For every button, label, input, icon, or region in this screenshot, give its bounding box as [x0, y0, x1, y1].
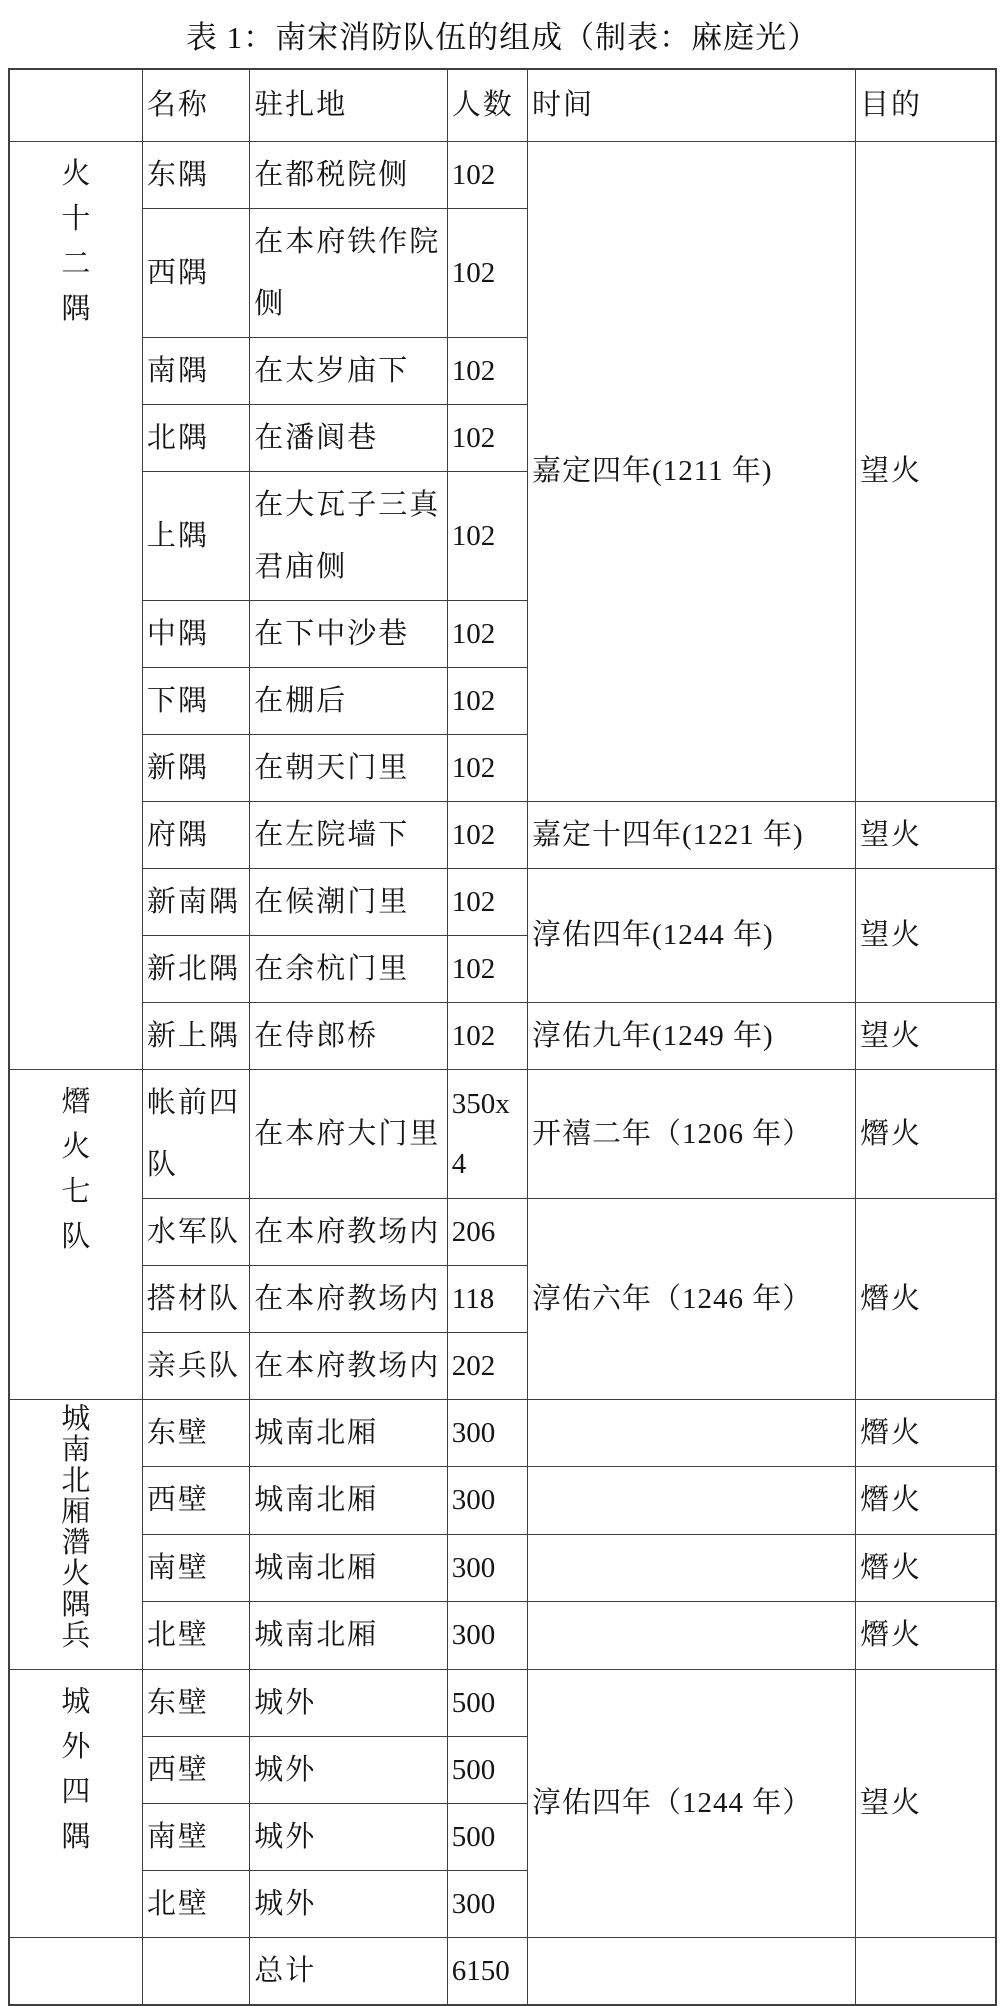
time-cell: 淳佑四年(1244 年)	[528, 868, 856, 1002]
location-cell: 城南北厢	[250, 1467, 448, 1535]
group-cell	[9, 1669, 142, 1937]
purpose-cell: 熸火	[856, 1399, 996, 1467]
name-cell: 亲兵队	[142, 1332, 249, 1399]
table-row	[9, 1069, 996, 1198]
purpose-cell: 熸火	[856, 1069, 996, 1198]
time-cell	[528, 1937, 856, 2005]
location-cell: 城南北厢	[250, 1534, 448, 1602]
time-cell: 嘉定十四年(1221 年)	[528, 801, 856, 868]
name-cell: 府隅	[142, 801, 249, 868]
time-cell	[528, 1602, 856, 1670]
header-name: 名称	[142, 69, 249, 141]
time-cell	[528, 1467, 856, 1535]
name-cell: 西壁	[142, 1467, 249, 1535]
group-cell	[9, 141, 142, 1069]
name-cell: 中隅	[142, 600, 249, 667]
name-cell: 新南隅	[142, 868, 249, 935]
header-count: 人数	[447, 69, 527, 141]
location-cell: 总计	[250, 1937, 448, 2005]
count-cell: 300	[447, 1534, 527, 1602]
purpose-cell: 望火	[856, 801, 996, 868]
name-cell: 西壁	[142, 1736, 249, 1803]
table-row	[9, 1399, 996, 1467]
name-cell: 南隅	[142, 337, 249, 404]
count-cell: 300	[447, 1399, 527, 1467]
count-cell: 300	[447, 1467, 527, 1535]
purpose-cell: 望火	[856, 1002, 996, 1069]
group-cell	[9, 1399, 142, 1669]
count-cell: 500	[447, 1803, 527, 1870]
name-cell: 下隅	[142, 667, 249, 734]
location-cell: 在棚后	[250, 667, 448, 734]
group-cell	[9, 1069, 142, 1399]
name-cell: 北隅	[142, 404, 249, 471]
count-cell: 102	[447, 935, 527, 1002]
group-label-text: 城南北厢濳火隅兵	[61, 1402, 91, 1652]
time-cell: 淳佑六年（1246 年）	[528, 1198, 856, 1399]
location-cell: 在潘阆巷	[250, 404, 448, 471]
name-cell: 西隅	[142, 208, 249, 337]
location-cell: 城外	[250, 1803, 448, 1870]
table-row	[9, 1669, 996, 1736]
count-cell: 102	[447, 208, 527, 337]
group-cell	[9, 1937, 142, 2005]
table-row	[9, 868, 996, 935]
location-cell: 在太岁庙下	[250, 337, 448, 404]
header-group	[9, 69, 142, 141]
location-cell: 城南北厢	[250, 1602, 448, 1670]
count-cell: 102	[447, 734, 527, 801]
location-cell: 在左院墙下	[250, 801, 448, 868]
count-cell: 350x4	[447, 1069, 527, 1198]
time-cell: 淳佑九年(1249 年)	[528, 1002, 856, 1069]
table-row	[9, 1534, 996, 1602]
count-cell: 202	[447, 1332, 527, 1399]
header-time: 时间	[528, 69, 856, 141]
location-cell: 城外	[250, 1870, 448, 1937]
count-cell: 102	[447, 337, 527, 404]
group-label-text: 城外四隅	[61, 1685, 91, 1853]
table-row	[9, 141, 996, 208]
name-cell: 东壁	[142, 1669, 249, 1736]
location-cell: 在本府大门里	[250, 1069, 448, 1198]
count-cell: 102	[447, 600, 527, 667]
count-cell: 102	[447, 404, 527, 471]
count-cell: 206	[447, 1198, 527, 1265]
location-cell: 在本府教场内	[250, 1332, 448, 1399]
fire-brigade-table	[8, 68, 997, 2006]
document-page	[0, 12, 1005, 2006]
location-cell: 在下中沙巷	[250, 600, 448, 667]
location-cell: 在朝天门里	[250, 734, 448, 801]
time-cell	[528, 1399, 856, 1467]
name-cell: 水军队	[142, 1198, 249, 1265]
purpose-cell: 熸火	[856, 1467, 996, 1535]
count-cell: 102	[447, 471, 527, 600]
location-cell: 在大瓦子三真君庙侧	[250, 471, 448, 600]
name-cell: 新北隅	[142, 935, 249, 1002]
location-cell: 在本府教场内	[250, 1265, 448, 1332]
header-purpose: 目的	[856, 69, 996, 141]
location-cell: 在余杭门里	[250, 935, 448, 1002]
table-row	[9, 1602, 996, 1670]
purpose-cell: 望火	[856, 141, 996, 801]
count-cell: 102	[447, 667, 527, 734]
header-location: 驻扎地	[250, 69, 448, 141]
table-row	[9, 801, 996, 868]
name-cell: 东隅	[142, 141, 249, 208]
count-cell: 300	[447, 1602, 527, 1670]
header-row	[9, 69, 996, 141]
purpose-cell: 熸火	[856, 1198, 996, 1399]
table-title: 表 1：南宋消防队伍的组成（制表：麻庭光）	[185, 20, 820, 55]
time-cell: 淳佑四年（1244 年）	[528, 1669, 856, 1937]
table-row	[9, 1002, 996, 1069]
name-cell	[142, 1937, 249, 2005]
count-cell: 300	[447, 1870, 527, 1937]
purpose-cell: 望火	[856, 1669, 996, 1937]
time-cell: 嘉定四年(1211 年)	[528, 141, 856, 801]
name-cell: 东壁	[142, 1399, 249, 1467]
name-cell: 帐前四队	[142, 1069, 249, 1198]
count-cell: 500	[447, 1669, 527, 1736]
name-cell: 上隅	[142, 471, 249, 600]
name-cell: 南壁	[142, 1534, 249, 1602]
name-cell: 北壁	[142, 1602, 249, 1670]
name-cell: 搭材队	[142, 1265, 249, 1332]
purpose-cell: 熸火	[856, 1534, 996, 1602]
count-cell: 102	[447, 868, 527, 935]
count-cell: 102	[447, 801, 527, 868]
name-cell: 新隅	[142, 734, 249, 801]
time-cell: 开禧二年（1206 年）	[528, 1069, 856, 1198]
count-cell: 500	[447, 1736, 527, 1803]
purpose-cell: 熸火	[856, 1602, 996, 1670]
location-cell: 在候潮门里	[250, 868, 448, 935]
location-cell: 城南北厢	[250, 1399, 448, 1467]
name-cell: 南壁	[142, 1803, 249, 1870]
location-cell: 在都税院侧	[250, 141, 448, 208]
name-cell: 新上隅	[142, 1002, 249, 1069]
location-cell: 在本府铁作院侧	[250, 208, 448, 337]
location-cell: 在本府教场内	[250, 1198, 448, 1265]
table-row	[9, 1467, 996, 1535]
location-cell: 在侍郎桥	[250, 1002, 448, 1069]
time-cell	[528, 1534, 856, 1602]
table-body	[9, 141, 996, 2005]
group-label-text: 火十二隅	[61, 157, 91, 325]
count-cell: 6150	[447, 1937, 527, 2005]
name-cell: 北壁	[142, 1870, 249, 1937]
count-cell: 102	[447, 1002, 527, 1069]
purpose-cell: 望火	[856, 868, 996, 1002]
table-row	[9, 1198, 996, 1265]
location-cell: 城外	[250, 1669, 448, 1736]
purpose-cell	[856, 1937, 996, 2005]
count-cell: 102	[447, 141, 527, 208]
table-header	[9, 69, 996, 141]
table-row	[9, 1937, 996, 2005]
group-label-text: 熸火七队	[61, 1085, 91, 1253]
location-cell: 城外	[250, 1736, 448, 1803]
count-cell: 118	[447, 1265, 527, 1332]
